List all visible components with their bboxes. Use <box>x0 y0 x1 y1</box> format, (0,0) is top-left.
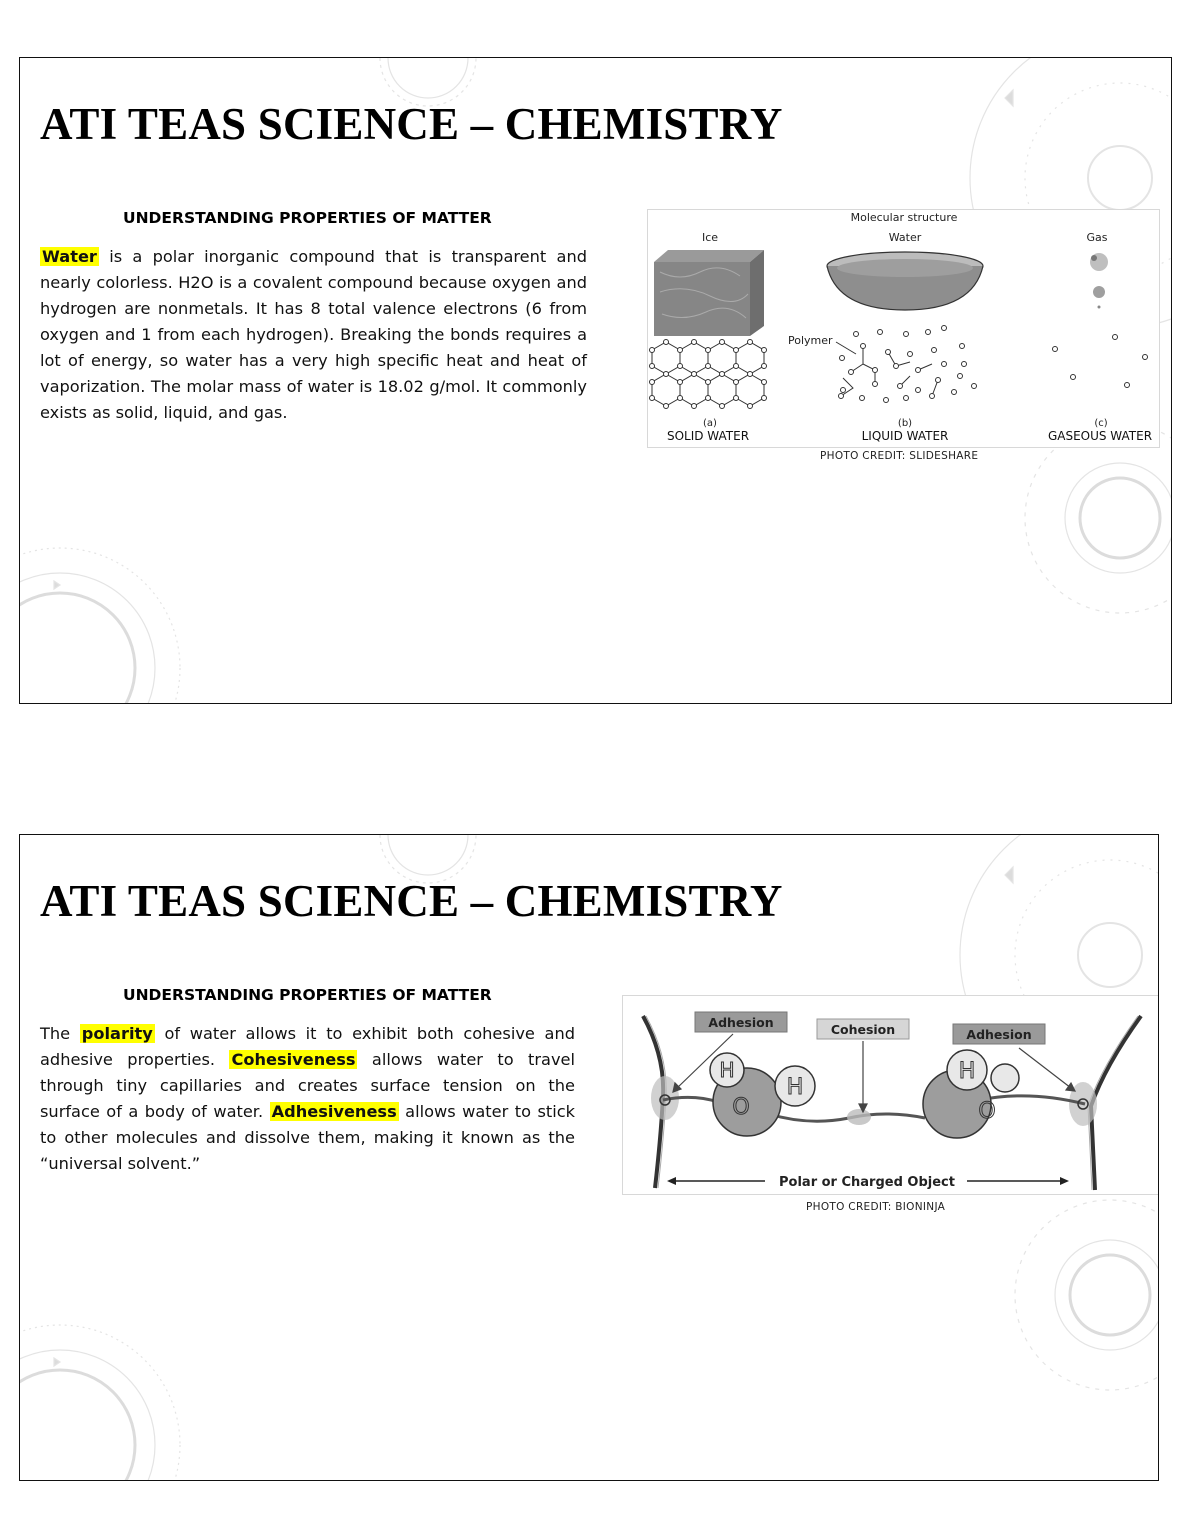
label-adhesion-left: Adhesion <box>708 1015 774 1030</box>
ice-cube-image <box>654 250 764 336</box>
gas-puff-image <box>1090 253 1108 309</box>
label-adhesion-right: Adhesion <box>966 1027 1032 1042</box>
photo-credit: PHOTO CREDIT: BIONINJA <box>806 1201 946 1213</box>
water-bowl-image <box>827 252 983 310</box>
figure-header: Molecular structure <box>850 211 958 224</box>
highlight-water: Water <box>42 247 97 266</box>
molecular-structure-diagram <box>648 210 1159 447</box>
caption-solid-water: SOLID WATER <box>666 429 750 443</box>
paragraph-text: allows water to stick to other molecules and dissolve them, making it known as the “universal solvent.” <box>40 1102 575 1173</box>
slide-2 <box>19 834 1159 1481</box>
section-subtitle: UNDERSTANDING PROPERTIES OF MATTER <box>123 209 492 227</box>
paragraph-text: allows water to travel through tiny capillaries and creates surface tension on the surface of a body of water. <box>40 1050 575 1121</box>
polar-object-label: Polar or Charged Object <box>779 1175 955 1190</box>
col-ice: Ice <box>701 231 719 244</box>
paragraph-text: of water allows it to exhibit both cohesive and adhesive properties. <box>40 1024 575 1069</box>
atom-o-label: O <box>732 1095 750 1120</box>
right-polar-object <box>1091 1016 1141 1190</box>
ice-lattice-nodes <box>650 340 767 409</box>
col-gas: Gas <box>1086 231 1108 244</box>
water-molecule-right <box>923 1050 1019 1138</box>
highlight-cohesiveness: Cohesiveness <box>231 1050 356 1069</box>
liquid-molecules <box>836 326 977 403</box>
photo-credit: PHOTO CREDIT: SLIDESHARE <box>820 450 979 462</box>
paragraph-text: The <box>40 1024 80 1043</box>
paragraph-text: is a polar inorganic compound that is transparent and nearly colorless. H2O is a covalent compound because oxygen and hydrogen are nonmetals. It has 8 total valence electrons (6 from oxygen and 1 from each hydrogen). Breaking the bonds requires a lot of energy, so water has a very high specific heat and heat of vaporization. The molar mass of water is 18.02 g/mol. It commonly exists as solid, liquid, and gas. <box>40 247 587 422</box>
gas-molecules <box>1053 335 1148 388</box>
highlight-adhesiveness: Adhesiveness <box>271 1102 397 1121</box>
slide-title: ATI TEAS SCIENCE – CHEMISTRY <box>40 876 783 926</box>
caption-liquid-water: LIQUID WATER <box>861 429 949 443</box>
body-paragraph <box>40 244 587 426</box>
col-water: Water <box>888 231 922 244</box>
slide-1 <box>19 57 1172 704</box>
atom-o-label: O <box>978 1099 996 1124</box>
label-c: (c) <box>1094 418 1108 429</box>
body-paragraph <box>40 1021 575 1177</box>
atom-h-label: H <box>719 1058 735 1082</box>
highlight-polarity: polarity <box>81 1024 153 1043</box>
caption-gaseous-water: GASEOUS WATER <box>1047 429 1153 443</box>
states-of-water-figure <box>647 209 1160 448</box>
cohesion-adhesion-figure <box>622 995 1159 1195</box>
atom-h-label: H <box>958 1059 976 1084</box>
water-molecule-left <box>710 1053 815 1136</box>
cohesion-adhesion-diagram <box>623 996 1159 1194</box>
label-a: (a) <box>703 418 717 429</box>
slide-title: ATI TEAS SCIENCE – CHEMISTRY <box>40 99 783 149</box>
label-cohesion: Cohesion <box>830 1022 896 1037</box>
atom-h-label: H <box>786 1075 804 1100</box>
label-b: (b) <box>897 418 913 429</box>
polymer-label: Polymer <box>788 334 833 347</box>
section-subtitle: UNDERSTANDING PROPERTIES OF MATTER <box>123 986 492 1004</box>
